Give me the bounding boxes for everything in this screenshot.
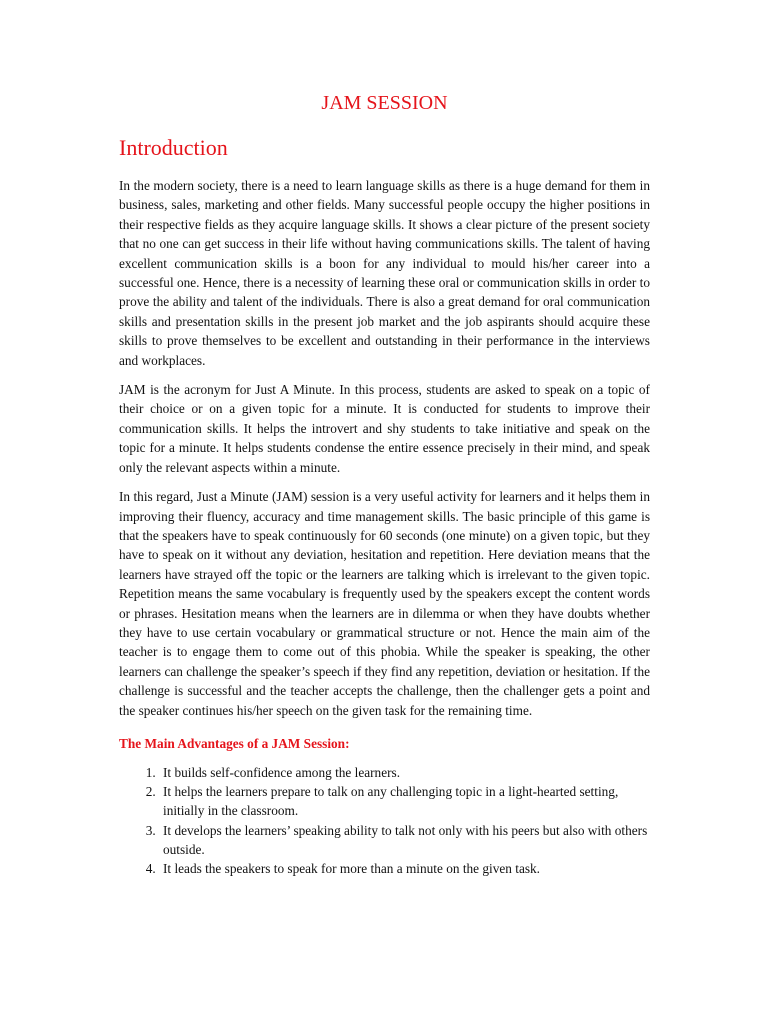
- list-item: 2. It helps the learners prepare to talk on any challenging topic in a light-hearted setting, initially in the classroom.: [159, 782, 650, 820]
- document-page: [119, 90, 650, 878]
- paragraph-jam-rules: In this regard, Just a Minute (JAM) session is a very useful activity for learners and it helps them in improving their fluency, accuracy and time management skills. The basic principle of this game is that the speakers have to speak continuously for 60 seconds (one minute) on a given topic, but they have to speak on it without any deviation, hesitation and repetition. Here deviation means that the learners have strayed off the topic or the learners are talking which is irrelevant to the given topic. Repetition means the same vocabulary is frequently used by the speakers except the content words or phrases. Hesitation means when the learners are in dilemma or when they have doubts whether they have to use certain vocabulary or grammatical structure or not. Hence the main aim of the teacher is to engage them to come out of this phobia. While the speaker is speaking, the other learners can challenge the speaker’s speech if they find any repetition, deviation or hesitation. If the challenge is successful and the teacher accepts the challenge, then the challenger gets a point and the speaker continues his/her speech on the given task for the remaining time.: [119, 489, 650, 718]
- document-title: JAM SESSION: [321, 92, 448, 114]
- list-item: 3. It develops the learners’ speaking ability to talk not only with his peers but also with others outside.: [159, 821, 650, 859]
- advantages-list: [119, 763, 650, 878]
- list-item: 4. It leads the speakers to speak for more than a minute on the given task.: [159, 859, 650, 878]
- paragraph-intro: In the modern society, there is a need to learn language skills as there is a huge demand for them in business, sales, marketing and other fields. Many successful people occupy the higher positions in their respective fields as they acquire language skills. It shows a clear picture of the present society that no one can get success in their life without having communications skills. The talent of having excellent communication skills is a boon for any individual to mould his/her career into a successful one. Hence, there is a necessity of learning these oral or communication skills in order to prove the ability and talent of the individuals. There is also a great demand for oral communication skills and presentation skills in the present job market and the job aspirants should acquire these skills to prove themselves to be excellent and outstanding in their performance in the interviews and workplaces.: [119, 178, 650, 368]
- section-heading-introduction: Introduction: [119, 135, 228, 160]
- advantages-heading: The Main Advantages of a JAM Session:: [119, 735, 350, 751]
- paragraph-jam-definition: JAM is the acronym for Just A Minute. In this process, students are asked to speak on a topic of their choice or on a given topic for a minute. It is conducted for students to improve their communication skills. It helps the introvert and shy students to take initiative and speak on the topic for a minute. It helps students condense the entire essence precisely in their mind, and speak only the relevant aspects within a minute.: [119, 382, 650, 475]
- list-item: 1. It builds self-confidence among the learners.: [159, 763, 650, 782]
